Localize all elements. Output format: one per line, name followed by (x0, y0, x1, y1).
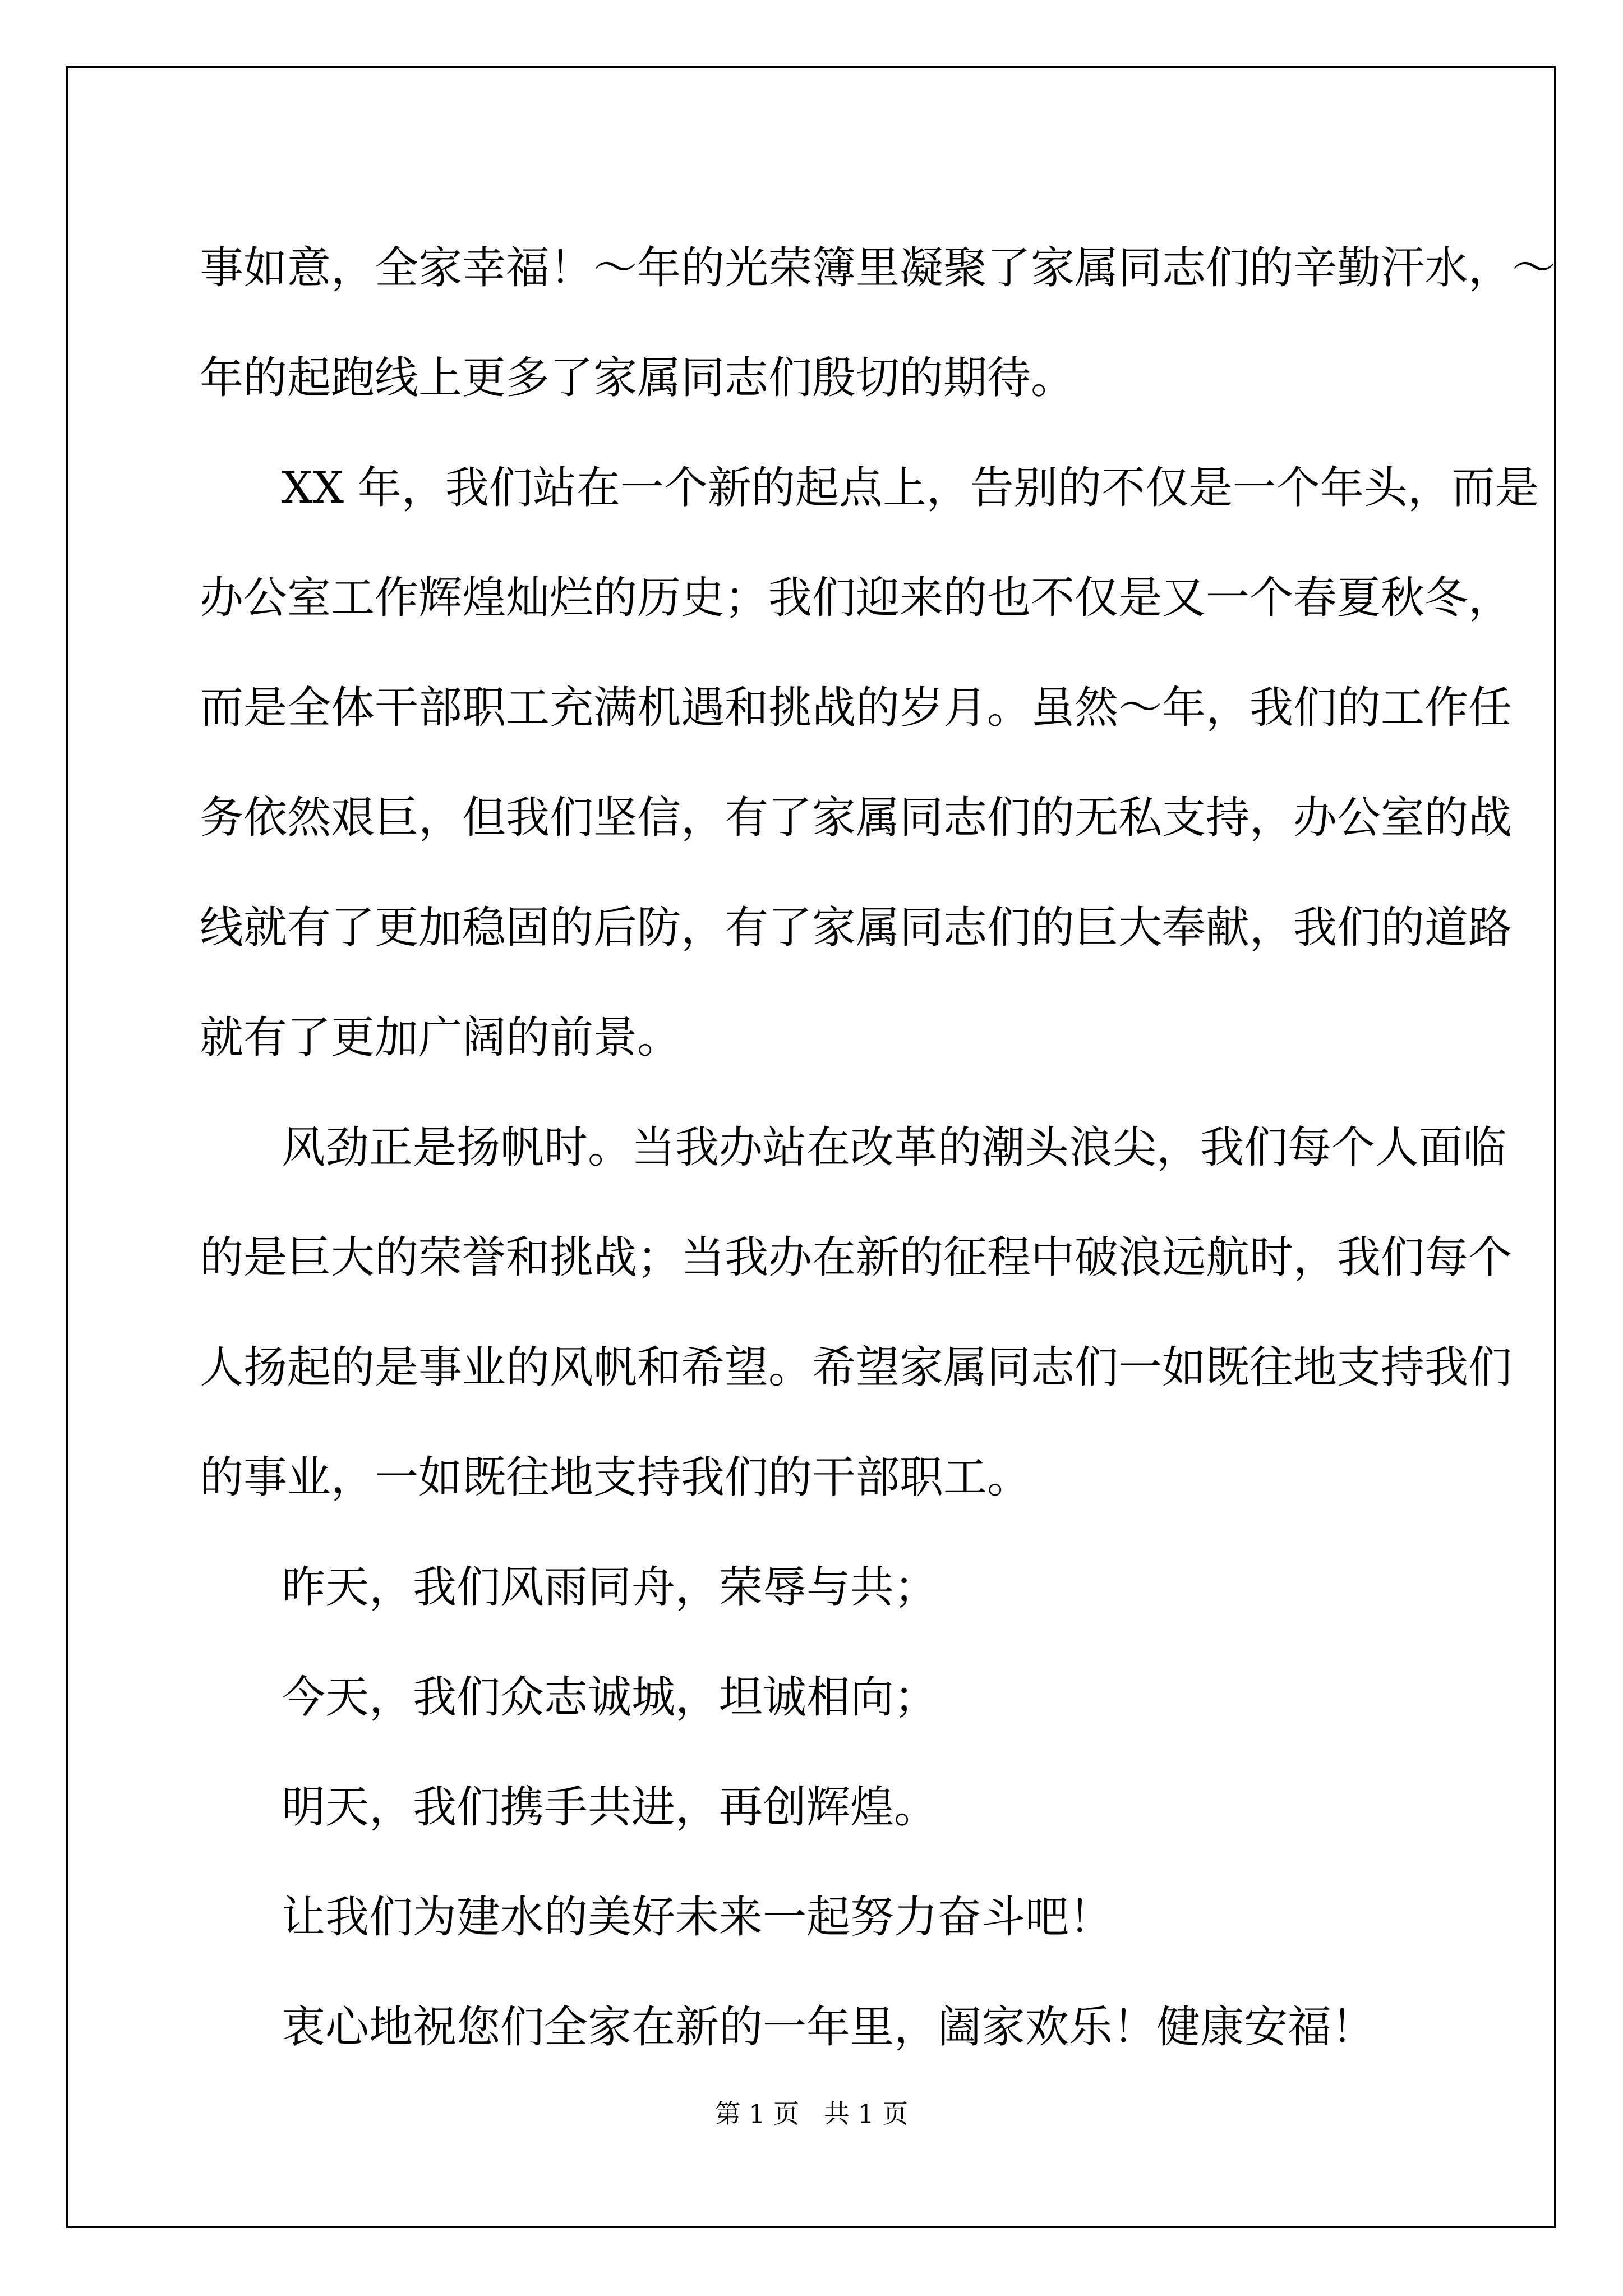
text-line: 衷心地祝您们全家在新的一年里，阖家欢乐！健康安福！ (282, 2002, 1376, 2053)
document-body (200, 213, 1556, 2082)
text-line: 的事业，一如既往地支持我们的干部职工。 (200, 1452, 1031, 1503)
text-line: 风劲正是扬帆时。当我办站在改革的潮头浪尖，我们每个人面临 (282, 1122, 1507, 1173)
text-line: 明天，我们携手共进，再创辉煌。 (282, 1782, 938, 1833)
text-line: 让我们为建水的美好未来一起努力奋斗吧！ (282, 1892, 1113, 1943)
text-line: 办公室工作辉煌灿烂的历史；我们迎来的也不仅是又一个春夏秋冬， (200, 573, 1513, 623)
text-line: 线就有了更加稳固的后防，有了家属同志们的巨大奉献，我们的道路 (200, 903, 1513, 953)
text-line: 就有了更加广阔的前景。 (200, 1013, 681, 1063)
page-number-footer: 第 1 页 共 1 页 (714, 2099, 909, 2129)
text-line: 而是全体干部职工充满机遇和挑战的岁月。虽然～年，我们的工作任 (200, 683, 1513, 733)
text-line: 昨天，我们风雨同舟，荣辱与共； (282, 1562, 938, 1613)
text-line: 今天，我们众志诚城，坦诚相向； (282, 1672, 938, 1723)
text-line: 事如意，全家幸福！～年的光荣簿里凝聚了家属同志们的辛勤汗水，～ (200, 243, 1556, 293)
text-line: 人扬起的是事业的风帆和希望。希望家属同志们一如既往地支持我们 (200, 1342, 1513, 1393)
text-line: 务依然艰巨，但我们坚信，有了家属同志们的无私支持，办公室的战 (200, 793, 1513, 843)
text-line: 年的起跑线上更多了家属同志们殷切的期待。 (200, 353, 1075, 403)
text-line: XX 年，我们站在一个新的起点上，告别的不仅是一个年头，而是 (282, 463, 1539, 513)
text-line: 的是巨大的荣誉和挑战；当我办在新的征程中破浪远航时，我们每个 (200, 1232, 1513, 1283)
